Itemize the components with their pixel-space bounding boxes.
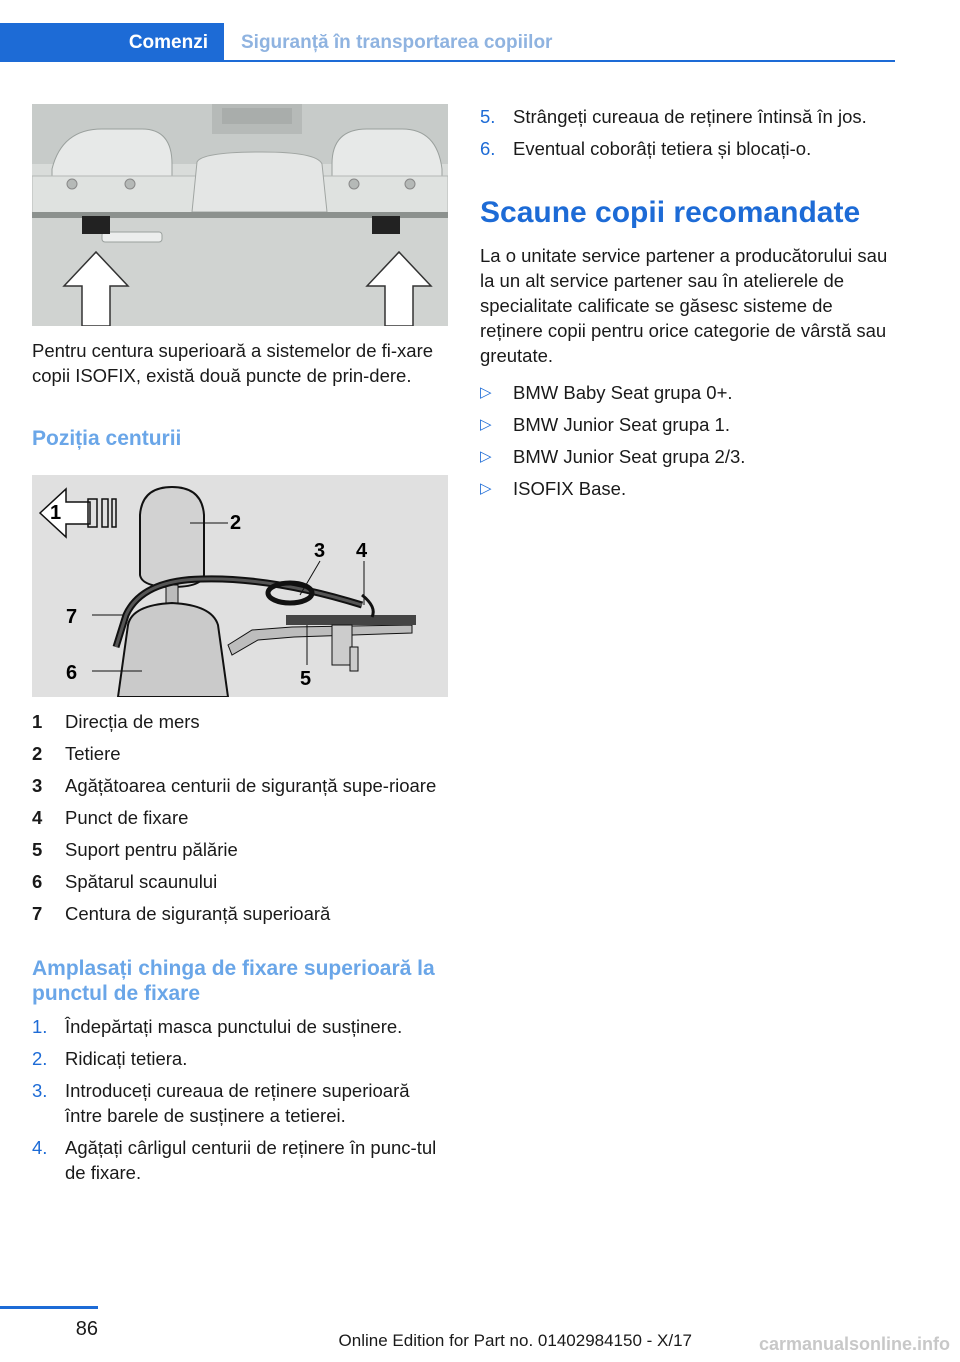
- page-number: 86: [75, 1318, 98, 1340]
- legend-text: Agățătoarea centurii de siguranță supe-rioare: [65, 775, 437, 796]
- legend-text: Tetiere: [65, 743, 121, 764]
- list-item: [480, 476, 900, 501]
- step-number: 2.: [32, 1048, 48, 1069]
- step-number: 4.: [32, 1137, 48, 1158]
- list-item: [480, 412, 900, 437]
- section-breadcrumb[interactable]: Siguranță în transportarea copiilor: [241, 32, 553, 53]
- diagram-label-7: 7: [66, 606, 78, 628]
- legend-item: [32, 741, 448, 766]
- diagram-label-3: 3: [314, 540, 326, 562]
- edition-text: Online Edition for Part no. 01402984150 - X/17: [338, 1331, 692, 1350]
- step-number: 5.: [480, 106, 496, 127]
- rear-seat-photo: [32, 104, 448, 326]
- list-item: [480, 444, 900, 469]
- recommended-seats-heading: Scaune copii recomandate: [480, 196, 861, 229]
- legend-item: [32, 901, 448, 926]
- legend-number: 5: [32, 839, 43, 860]
- continued-steps-list: [480, 104, 900, 161]
- legend-number: 4: [32, 807, 43, 828]
- step-text: Eventual coborâți tetiera și blocați-o.: [513, 138, 812, 159]
- diagram-label-1: 1: [50, 502, 62, 524]
- list-item-text: BMW Junior Seat grupa 2/3.: [513, 446, 746, 467]
- step-item: [32, 1014, 448, 1039]
- legend-number: 7: [32, 903, 43, 924]
- diagram-label-5: 5: [300, 668, 312, 690]
- list-item-text: BMW Baby Seat grupa 0+.: [513, 382, 733, 403]
- diagram-label-6: 6: [66, 662, 78, 684]
- step-item: [480, 136, 900, 161]
- step-item: [480, 104, 900, 129]
- step-text: Ridicați tetiera.: [65, 1048, 188, 1069]
- legend-number: 1: [32, 711, 43, 732]
- attach-strap-heading: Amplasați chinga de fixare superioară la punctul de fixare: [32, 957, 435, 1005]
- legend-item: [32, 709, 448, 734]
- legend-number: 2: [32, 743, 43, 764]
- triangle-bullet-icon: ▷: [480, 416, 492, 433]
- recommended-seats-para: La o unitate service partener a producătorului sau la un alt service partener sau în atelierele de specialitate calificate se găsesc sisteme de reținere copii pentru orice categorie de vârstă sau greutate.: [480, 245, 888, 366]
- belt-position-diagram: [32, 475, 448, 697]
- step-number: 6.: [480, 138, 496, 159]
- step-number: 1.: [32, 1016, 48, 1037]
- isofix-intro: Pentru centura superioară a sistemelor de fi-xare copii ISOFIX, există două puncte de prin-dere.: [32, 340, 434, 386]
- step-text: Îndepărtați masca punctului de susținere.: [65, 1016, 403, 1037]
- belt-position-heading: Poziția centurii: [32, 427, 182, 450]
- list-item-text: ISOFIX Base.: [513, 478, 627, 499]
- list-item-text: BMW Junior Seat grupa 1.: [513, 414, 730, 435]
- legend-text: Suport pentru pălărie: [65, 839, 238, 860]
- legend-item: [32, 773, 448, 798]
- triangle-bullet-icon: ▷: [480, 384, 492, 401]
- legend-text: Punct de fixare: [65, 807, 189, 828]
- diagram-label-4: 4: [356, 540, 368, 562]
- header-rule: [224, 60, 895, 62]
- chapter-tab[interactable]: Comenzi: [0, 23, 224, 62]
- site-watermark: carmanualsonline.info: [758, 1334, 950, 1354]
- step-number: 3.: [32, 1080, 48, 1101]
- step-text: Strângeți cureaua de reținere întinsă în jos.: [513, 106, 867, 127]
- step-text: Introduceți cureaua de reținere superioară între barele de susținere a tetierei.: [65, 1080, 410, 1126]
- right-column: [480, 104, 900, 508]
- step-item: [32, 1135, 448, 1185]
- recommended-seats-list: [480, 380, 900, 501]
- legend-number: 6: [32, 871, 43, 892]
- legend-item: [32, 837, 448, 862]
- page-header: [0, 0, 895, 62]
- step-item: [32, 1078, 448, 1128]
- legend-text: Centura de siguranță superioară: [65, 903, 331, 924]
- list-item: [480, 380, 900, 405]
- step-text: Agățați cârligul centurii de reținere în punc-tul de fixare.: [65, 1137, 437, 1183]
- triangle-bullet-icon: ▷: [480, 480, 492, 497]
- legend-text: Direcția de mers: [65, 711, 200, 732]
- attach-steps-list: [32, 1014, 448, 1185]
- left-column: [32, 104, 448, 1192]
- step-item: [32, 1046, 448, 1071]
- legend-number: 3: [32, 775, 43, 796]
- diagram-label-2: 2: [230, 512, 242, 534]
- legend-text: Spătarul scaunului: [65, 871, 218, 892]
- triangle-bullet-icon: ▷: [480, 448, 492, 465]
- footer-rule: [0, 1306, 98, 1309]
- legend-item: [32, 869, 448, 894]
- legend-item: [32, 805, 448, 830]
- diagram-legend: [32, 709, 448, 926]
